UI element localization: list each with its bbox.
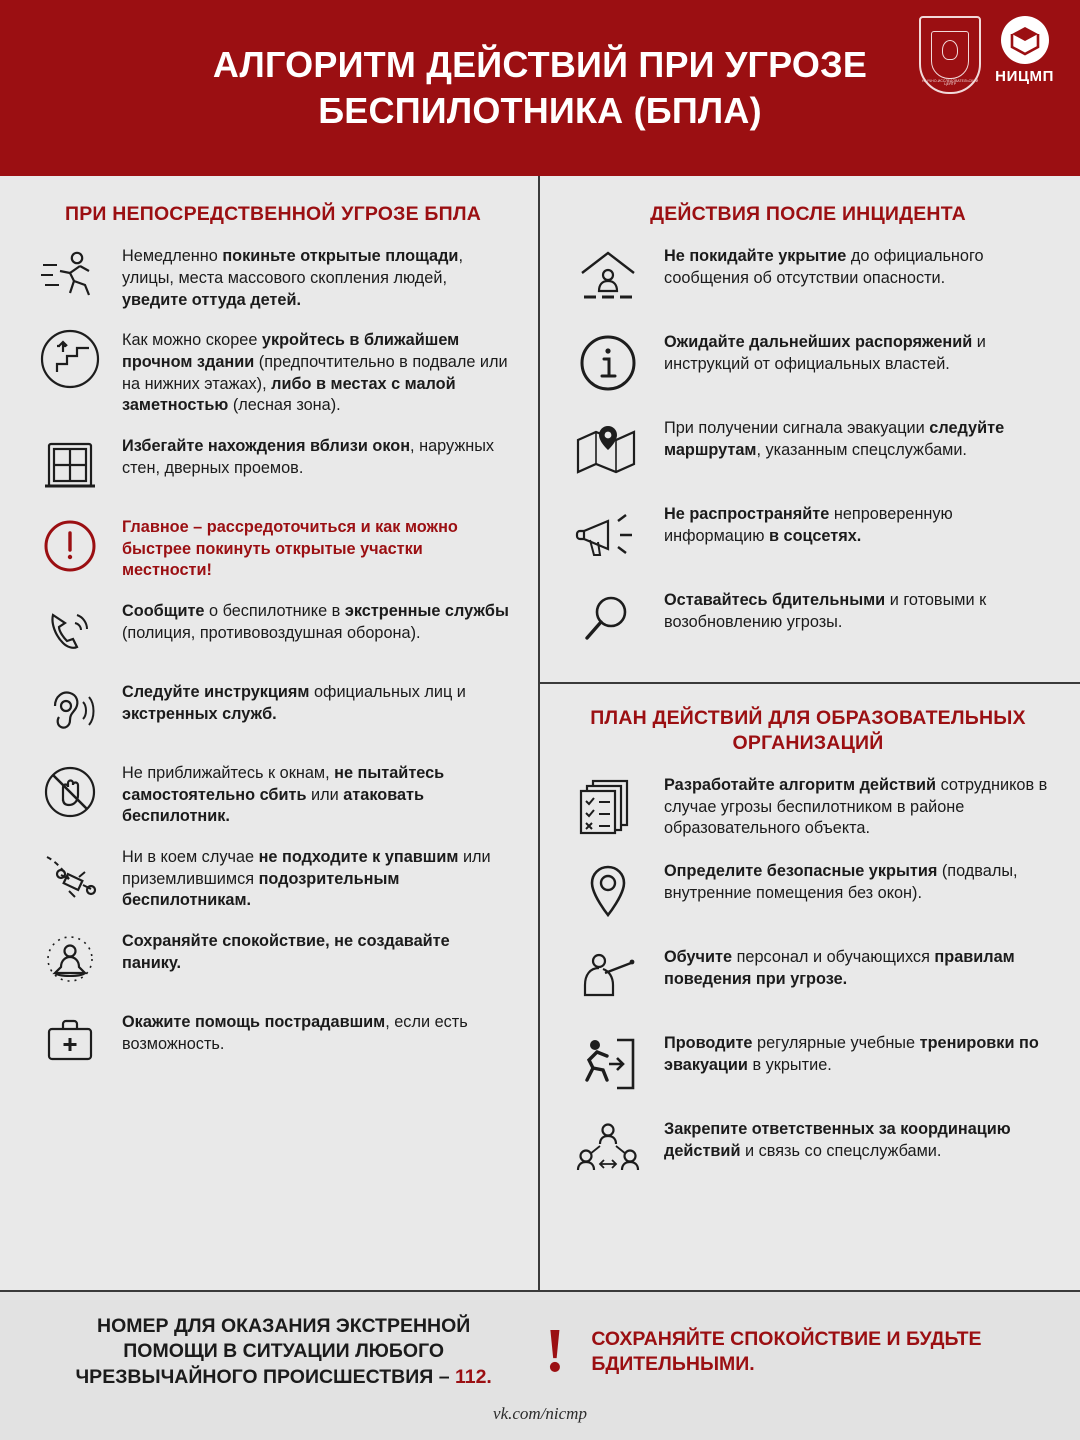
nicmp-badge-icon bbox=[1001, 16, 1049, 64]
list-item-text: Определите безопасные укрытия (подвалы, внутренние помещения без окон). bbox=[664, 862, 1018, 902]
list-item-text: Следуйте инструкциям официальных лиц и экстренных служб. bbox=[122, 683, 466, 723]
crest-caption: НАУЧНО-ИССЛЕДОВАТЕЛЬСКИЙ ЦЕНТР bbox=[921, 78, 979, 87]
no-hand-icon bbox=[34, 759, 106, 825]
teacher-pointer-icon bbox=[566, 943, 650, 1013]
shelter-building-icon bbox=[34, 326, 106, 392]
list-item bbox=[566, 943, 1050, 1013]
list-item bbox=[566, 500, 1050, 570]
poster-footer bbox=[0, 1290, 1080, 1440]
stay-calm-text: СОХРАНЯЙТЕ СПОКОЙСТВИЕ И БУДЬТЕ БДИТЕЛЬНЫМИ. bbox=[591, 1327, 982, 1375]
list-item bbox=[34, 242, 512, 311]
list-item-text: Закрепите ответственных за координацию действий и связь со спецслужбами. bbox=[664, 1120, 1011, 1160]
list-item-text: Как можно скорее укройтесь в ближайшем прочном здании (предпочтительно в подвале или на нижних этажах), либо в местах с малой заметностью (лесная зона). bbox=[122, 331, 508, 415]
list-item-text: Главное – рассредоточиться и как можно быстрее покинуть открытые участки местности! bbox=[122, 518, 458, 580]
poster-header bbox=[0, 0, 1080, 176]
evacuation-exit-icon bbox=[566, 1029, 650, 1099]
list-item-text: Разработайте алгоритм действий сотрудников в случае угрозы беспилотником в районе образовательного объекта. bbox=[664, 776, 1048, 838]
list-item bbox=[566, 1029, 1050, 1099]
section-education-plan bbox=[540, 684, 1080, 1290]
section-title-right-bottom: ПЛАН ДЕЙСТВИЙ ДЛЯ ОБРАЗОВАТЕЛЬНЫХ ОРГАНИЗАЦИЙ bbox=[590, 707, 1026, 754]
list-item bbox=[566, 414, 1050, 484]
crest-emblem-icon bbox=[919, 16, 981, 94]
list-item-text: Немедленно покиньте открытые площади, улицы, места массового скопления людей, уведите оттуда детей. bbox=[122, 247, 463, 309]
person-in-shelter-icon bbox=[566, 242, 650, 312]
list-item bbox=[566, 771, 1050, 841]
phone-call-icon bbox=[34, 597, 106, 663]
list-item-text: Сохраняйте спокойствие, не создавайте панику. bbox=[122, 932, 450, 972]
list-item bbox=[566, 328, 1050, 398]
list-item-text: Не распространяйте непроверенную информацию в соцсетях. bbox=[664, 505, 953, 546]
list-item-text: Ожидайте дальнейших распоряжений и инструкций от официальных властей. bbox=[664, 333, 986, 374]
magnifier-icon bbox=[566, 586, 650, 656]
running-person-icon bbox=[34, 242, 106, 308]
team-coordination-icon bbox=[566, 1115, 650, 1185]
checklist-documents-icon bbox=[566, 771, 650, 841]
emergency-number-text: НОМЕР ДЛЯ ОКАЗАНИЯ ЭКСТРЕННОЙ ПОМОЩИ В СИТУАЦИИ ЛЮБОГО ЧРЕЗВЫЧАЙНОГО ПРОИСШЕСТВИЯ – 112. bbox=[75, 1314, 492, 1388]
list-item bbox=[566, 586, 1050, 656]
ear-listen-icon bbox=[34, 678, 106, 744]
section-title-right-top: ДЕЙСТВИЯ ПОСЛЕ ИНЦИДЕНТА bbox=[650, 203, 966, 225]
first-aid-kit-icon bbox=[34, 1008, 106, 1074]
poster-body bbox=[0, 176, 1080, 1290]
list-item-text: Окажите помощь пострадавшим, если есть возможность. bbox=[122, 1013, 468, 1053]
list-item-text: Оставайтесь бдительными и готовыми к возобновлению угрозы. bbox=[664, 591, 987, 632]
list-item-text: Не покидайте укрытие до официального сообщения об отсутствии опасности. bbox=[664, 247, 984, 288]
list-item-text: При получении сигнала эвакуации следуйте маршрутам, указанным спецслужбами. bbox=[664, 419, 1005, 460]
nicmp-logo bbox=[995, 16, 1054, 85]
exclamation-circle-icon bbox=[34, 513, 106, 579]
list-item bbox=[34, 759, 512, 828]
section-immediate-threat bbox=[0, 176, 540, 1290]
footer-row bbox=[0, 1314, 1080, 1390]
list-item bbox=[34, 843, 512, 912]
list-item bbox=[566, 1115, 1050, 1185]
info-circle-icon bbox=[566, 328, 650, 398]
window-icon bbox=[34, 432, 106, 498]
section-after-incident bbox=[540, 176, 1080, 684]
list-item bbox=[34, 678, 512, 744]
nicmp-logo-text: НИЦМП bbox=[995, 68, 1054, 85]
list-item bbox=[566, 242, 1050, 312]
location-pin-icon bbox=[566, 857, 650, 927]
list-item-text: Обучите персонал и обучающихся правилам поведения при угрозе. bbox=[664, 948, 1015, 988]
list-item-text: Избегайте нахождения вблизи окон, наружных стен, дверных проемов. bbox=[122, 437, 495, 477]
list-item-text: Не приближайтесь к окнам, не пытайтесь самостоятельно сбить или атаковать беспилотник. bbox=[122, 764, 445, 826]
list-item bbox=[34, 432, 512, 498]
vk-link[interactable]: vk.com/nicmp bbox=[493, 1404, 587, 1424]
list-item bbox=[34, 597, 512, 663]
megaphone-icon bbox=[566, 500, 650, 570]
list-item bbox=[34, 927, 512, 993]
list-item-text: Ни в коем случае не подходите к упавшим или приземлившимся подозрительным беспилотникам. bbox=[122, 848, 491, 910]
section-title-left: ПРИ НЕПОСРЕДСТВЕННОЙ УГРОЗЕ БПЛА bbox=[64, 203, 481, 225]
right-column bbox=[540, 176, 1080, 1290]
meditation-calm-icon bbox=[34, 927, 106, 993]
map-pin-route-icon bbox=[566, 414, 650, 484]
list-item-alert bbox=[34, 513, 512, 582]
header-logos bbox=[919, 16, 1054, 94]
list-item bbox=[34, 326, 512, 417]
list-item bbox=[566, 857, 1050, 927]
list-item bbox=[34, 1008, 512, 1074]
page-title: АЛГОРИТМ ДЕЙСТВИЙ ПРИ УГРОЗЕ БЕСПИЛОТНИКА (БПЛА) bbox=[212, 43, 868, 131]
falling-drone-icon bbox=[34, 843, 106, 909]
list-item-text: Проводите регулярные учебные тренировки по эвакуации в укрытие. bbox=[664, 1034, 1039, 1074]
list-item-text: Сообщите о беспилотнике в экстренные службы (полиция, противовоздушная оборона). bbox=[122, 602, 509, 642]
exclamation-mark-icon: ! bbox=[544, 1317, 566, 1386]
